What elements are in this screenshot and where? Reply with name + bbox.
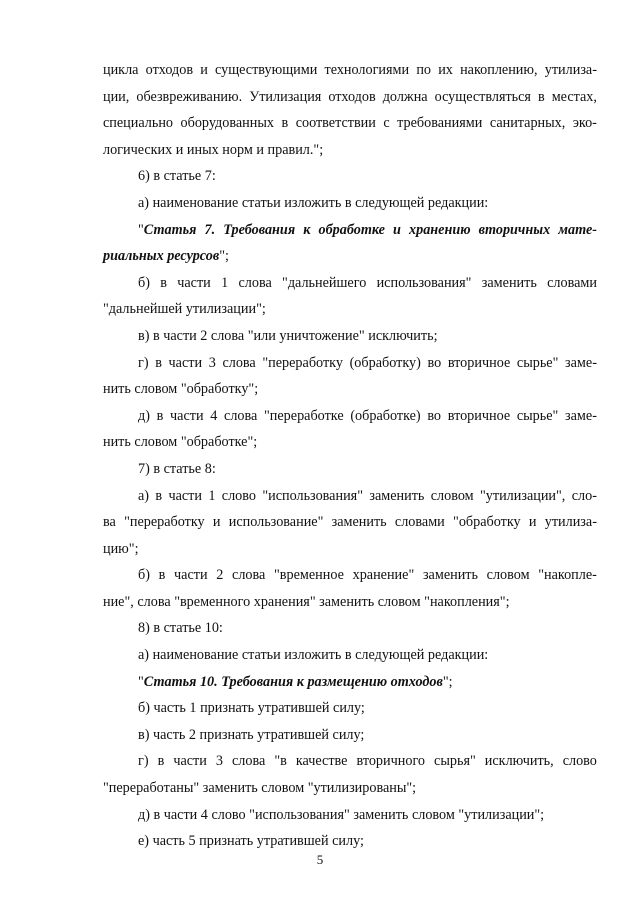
word: использования" [376, 274, 472, 291]
word: заменить [369, 487, 425, 504]
word: во [427, 407, 442, 424]
text-line [103, 642, 597, 669]
line-text: а) наименование статьи изложить в следующей редакции: [138, 647, 489, 664]
text-line [103, 695, 597, 722]
word: в [156, 407, 164, 424]
word: ва [103, 514, 116, 531]
word: (обработке) [350, 407, 421, 424]
word: качестве [295, 753, 348, 770]
text-line [103, 84, 597, 111]
line-text: логических и иных норм и правил."; [103, 141, 324, 158]
word: слова [224, 407, 258, 424]
text-line [103, 110, 597, 137]
text-line [103, 775, 597, 802]
word: отходов [145, 62, 194, 78]
word: г) [138, 354, 149, 371]
text-line [103, 483, 597, 510]
word: во [427, 354, 442, 371]
word: слова [222, 354, 256, 371]
text-line [103, 217, 597, 244]
line-text: нить словом "обработку"; [103, 381, 259, 398]
word: словами [394, 514, 445, 531]
word: вторичных [478, 221, 551, 238]
word: части [177, 274, 211, 291]
word: части [168, 354, 203, 371]
word: а) [138, 487, 150, 504]
word: по [416, 62, 431, 78]
text-line [103, 536, 597, 563]
word: Утилизация [249, 88, 322, 105]
emphasized-heading: Статья 10. Требования к размещению отходов [143, 673, 443, 690]
word: "обработку [453, 514, 521, 531]
word: местах, [551, 88, 597, 105]
line-text: 8) в статье 10: [138, 620, 223, 637]
word: вторичное [447, 354, 511, 371]
word: хранение" [352, 567, 415, 584]
text-line [103, 615, 597, 642]
word: заменить [481, 274, 537, 291]
word: в [157, 753, 165, 770]
word: слово [221, 487, 256, 504]
word: "временное [274, 567, 344, 584]
text-line [103, 190, 597, 217]
word: и [528, 514, 537, 531]
word: и [393, 221, 401, 238]
word: в [281, 115, 289, 132]
word: хранению [409, 221, 471, 238]
word: в [160, 274, 167, 291]
text-line [103, 562, 597, 589]
word: "переработке [264, 407, 344, 424]
word: в [155, 354, 162, 371]
word: и [200, 62, 208, 78]
word: 4 [210, 407, 218, 424]
line-text: "переработаны" заменить словом "утилизированы"; [103, 780, 417, 797]
text-line [103, 163, 597, 190]
line-text: а) наименование статьи изложить в следующей редакции: [138, 194, 489, 211]
word: слова [238, 274, 272, 291]
line-text: в) в части 2 слова "или уничтожение" исключить; [138, 327, 438, 344]
word: словом [430, 487, 474, 504]
word: осуществляться [434, 88, 531, 105]
word: 3 [208, 354, 216, 371]
word: с [383, 115, 390, 132]
word: существующими [215, 62, 318, 78]
text-line [103, 403, 597, 430]
word: заме- [565, 354, 597, 371]
text-line [103, 429, 597, 456]
word: заме- [565, 407, 597, 424]
word: к [303, 221, 311, 238]
word: "утилизации", [479, 487, 566, 504]
line-text: д) в части 4 слово "использования" заменить словом "утилизации"; [138, 806, 545, 823]
line-text: "Статья 10. Требования к размещению отходов"; [138, 673, 453, 690]
word: "использования" [262, 487, 363, 504]
text-line [103, 509, 597, 536]
word: требованиями [397, 115, 483, 132]
word: слово [562, 753, 597, 770]
text-line [103, 296, 597, 323]
text-line [103, 722, 597, 749]
word: "накопле- [538, 567, 597, 584]
word: использование" [228, 514, 324, 531]
word: 1 [208, 487, 216, 504]
word: обезвреживанию. [136, 88, 243, 105]
emphasized-heading: риальных ресурсов [103, 248, 220, 265]
text-line [103, 57, 597, 84]
line-text: нить словом "обработке"; [103, 434, 258, 451]
word: санитарных, [489, 115, 566, 132]
word: обработке [318, 221, 385, 238]
text-line [103, 828, 597, 855]
word: "переработку [262, 354, 343, 371]
page-number: 5 [316, 852, 324, 867]
word: части [170, 407, 204, 424]
word: мате- [558, 221, 597, 238]
text-line [103, 802, 597, 829]
word: б) [138, 567, 150, 584]
word: части [168, 487, 202, 504]
word: части [174, 567, 208, 584]
word: сло- [571, 487, 597, 504]
word: "в [274, 753, 287, 770]
word: эко- [572, 115, 597, 132]
word: заменить [422, 567, 478, 584]
word: 7. [204, 221, 216, 238]
text-line [103, 243, 597, 270]
word: сырье" [516, 354, 559, 371]
word: их [438, 62, 453, 78]
word: специально [103, 115, 174, 132]
word: (обработку) [349, 354, 421, 371]
line-text: б) часть 1 признать утратившей силу; [138, 700, 365, 717]
word: утилиза- [544, 62, 597, 78]
text-line [103, 270, 597, 297]
word: в [537, 88, 545, 105]
text-line [103, 323, 597, 350]
word: "Статья [138, 221, 197, 238]
word: и [212, 514, 221, 531]
line-text: 7) в статье 8: [138, 460, 216, 477]
text-line [103, 456, 597, 483]
word: 1 [221, 274, 229, 291]
word: г) [138, 753, 149, 770]
word: цикла [103, 62, 139, 78]
word: вторичного [356, 753, 426, 770]
word: исключить, [484, 753, 554, 770]
word: словами [547, 274, 597, 291]
word: утилиза- [544, 514, 597, 531]
word: Требования [223, 221, 296, 238]
word: накоплению, [460, 62, 538, 78]
line-text: 6) в статье 7: [138, 168, 216, 185]
line-text: в) часть 2 признать утратившей силу; [138, 726, 365, 743]
text-line [103, 376, 597, 403]
word: словом [486, 567, 530, 584]
word: 3 [215, 753, 223, 770]
word: слова [232, 567, 266, 584]
word: ции, [103, 88, 130, 105]
line-text: е) часть 5 признать утратившей силу; [138, 833, 364, 850]
word: отходов [328, 88, 376, 105]
line-text: ние", слова "временного хранения" заменить словом "накопления"; [103, 593, 510, 610]
word: оборудованных [180, 115, 274, 132]
word: б) [138, 274, 150, 291]
word: части [173, 753, 207, 770]
word: должна [382, 88, 428, 105]
word: в [158, 567, 166, 584]
word: технологиями [324, 62, 410, 78]
word: сырья" [434, 753, 476, 770]
text-line [103, 589, 597, 616]
document-body [103, 57, 597, 855]
text-line [103, 137, 597, 164]
word: вторичное [447, 407, 511, 424]
line-text: "дальнейшей утилизации"; [103, 301, 266, 318]
word: сырье" [516, 407, 559, 424]
word: "дальнейшего [282, 274, 367, 291]
word: в [155, 487, 163, 504]
text-line [103, 350, 597, 377]
word: 2 [216, 567, 224, 584]
word: заменить [331, 514, 387, 531]
word: соответствии [295, 115, 376, 132]
word: слова [232, 753, 266, 770]
line-text: цию"; [103, 540, 139, 557]
word: д) [138, 407, 150, 424]
text-line [103, 669, 597, 696]
word: "переработку [124, 514, 205, 531]
line-text: риальных ресурсов"; [103, 248, 229, 265]
text-line [103, 748, 597, 775]
